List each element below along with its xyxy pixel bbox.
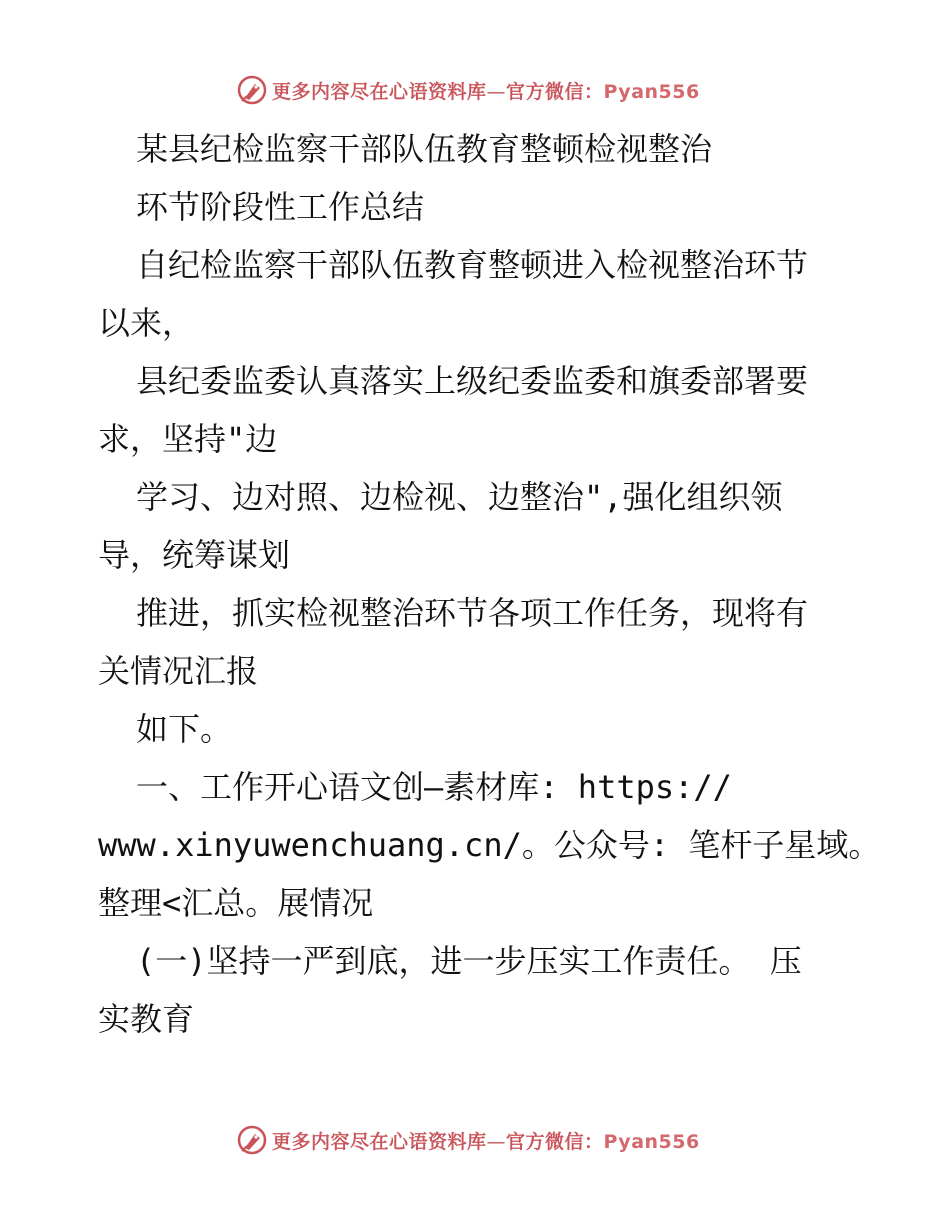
document-body <box>98 120 881 1048</box>
header-watermark-banner <box>236 70 700 110</box>
paragraph-line: 整理<汇总。展情况 <box>98 884 374 922</box>
paragraph-line: 导，统筹谋划 <box>98 536 291 574</box>
paragraph-line: 关情况汇报 <box>98 652 259 690</box>
banner-text: 更多内容尽在心语资料库—官方微信：Pyan556 <box>272 1130 700 1153</box>
paragraph-line: 推进，抓实检视整治环节各项工作任务，现将有 <box>136 594 809 632</box>
paragraph-line: 实教育 <box>98 1000 195 1038</box>
pen-nib-logo-icon <box>236 1124 268 1156</box>
pen-nib-logo-icon <box>236 74 268 106</box>
subsection-heading-line: (一)坚持一严到底，进一步压实工作责任。 压 <box>136 942 802 980</box>
document-title-line-2: 环节阶段性工作总结 <box>136 188 425 226</box>
paragraph-line: 学习、边对照、边检视、边整治",强化组织领 <box>136 478 783 516</box>
paragraph-line: 自纪检监察干部队伍教育整顿进入检视整治环节 <box>136 246 809 284</box>
paragraph-line: 求，坚持"边 <box>98 420 278 458</box>
banner-text: 更多内容尽在心语资料库—官方微信：Pyan556 <box>272 80 700 103</box>
document-title-line-1: 某县纪检监察干部队伍教育整顿检视整治 <box>136 130 713 168</box>
paragraph-line: 县纪委监委认真落实上级纪委监委和旗委部署要 <box>136 362 809 400</box>
section-heading-line: 一、工作开心语文创—素材库: https:// <box>136 768 732 806</box>
paragraph-line: 如下。 <box>136 710 233 748</box>
footer-watermark-banner <box>236 1120 700 1160</box>
paragraph-line: 以来， <box>98 304 195 342</box>
paragraph-line: www.xinyuwenchuang.cn/。公众号: 笔杆子星域。 <box>98 826 881 864</box>
